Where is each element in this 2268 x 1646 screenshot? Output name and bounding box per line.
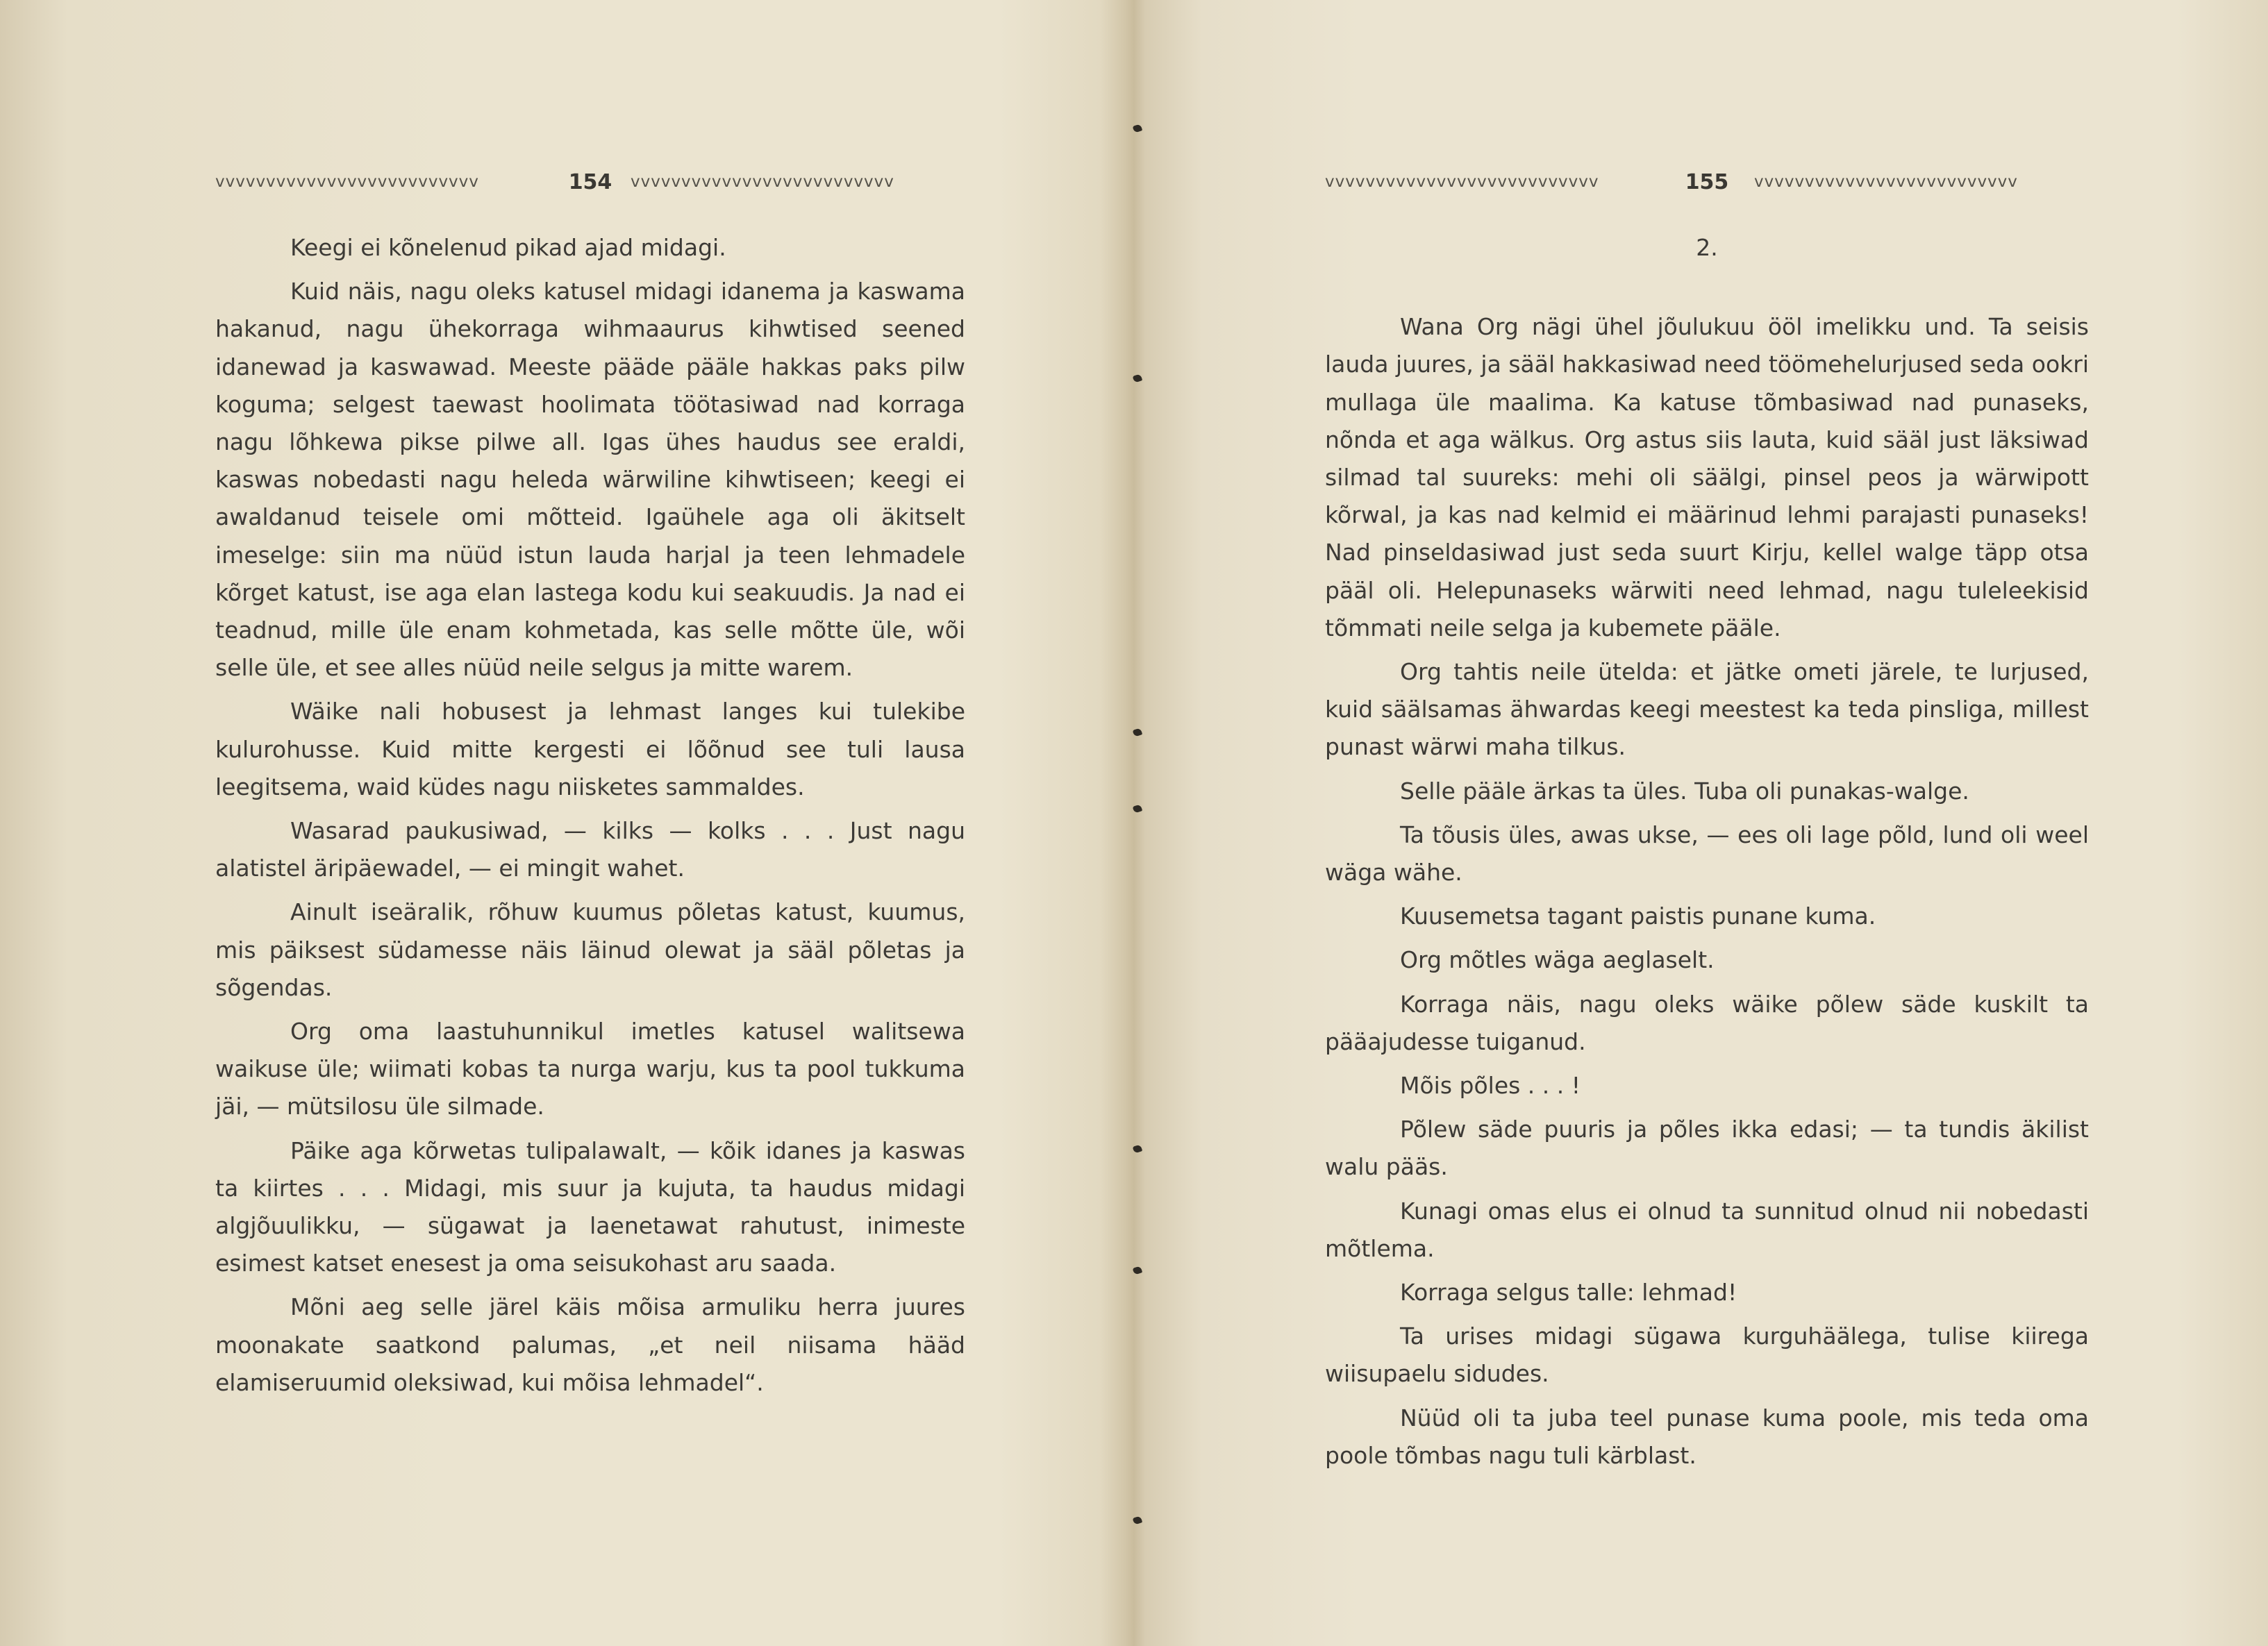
header-ornament: vvvvvvvvvvvvvvvvvvvvvvvvvv bbox=[631, 173, 894, 191]
paragraph: Ainult iseäralik, rõhuw kuumus põletas katust, kuumus, mis päiksest südamesse näis läinud olewat ja sääl põletas ja sõgendas. bbox=[215, 898, 965, 1001]
paragraph: Keegi ei kõnelenud pikad ajad midagi. bbox=[290, 234, 726, 261]
paragraph: Kuusemetsa tagant paistis punane kuma. bbox=[1400, 902, 1876, 930]
paragraph: Kuid näis, nagu oleks katusel midagi idanema ja kaswama hakanud, nagu ühekorraga wihmaaurus kihwtised seened idanewad ja kaswawad. Meeste pääde pääle hakkas paks pilw koguma; selgest taewast hoolimata töötasiwad nad korraga nagu lõhkewa pikse pilwe all. Igas ühes haudus see eraldi, kaswas nobedasti nagu heleda wärwiline kihwtiseen; keegi ei awaldanud teisele omi mõtteid. Igaühele aga oli äkitselt imeselge: siin ma nüüd istun lauda harjal ja teen lehmadele kõrget katust, ise aga elan lastega kodu kui seakuudis. Ja nad ei teadnud, mille üle enam kohmetada, kas selle mõtte üle, wõi selle üle, et see alles nüüd neile selgus ja mitte warem. bbox=[215, 278, 965, 682]
body-text-right bbox=[1325, 229, 2089, 1481]
paragraph: Ta tõusis üles, awas ukse, — ees oli lage põld, lund oli weel wäga wähe. bbox=[1325, 821, 2089, 887]
paragraph: Päike aga kõrwetas tulipalawalt, — kõik idanes ja kaswas ta kiirtes . . . Midagi, mis suur ja kujuta, ta haudus midagi algjõuulikku, — sügawat ja laenetawat rahutust, inimeste esimest katset enesest ja oma seisukohast aru saada. bbox=[215, 1136, 965, 1277]
section-number: 2. bbox=[1696, 234, 1718, 261]
paragraph: Kunagi omas elus ei olnud ta sunnitud olnud nii nobedasti mõtlema. bbox=[1325, 1197, 2089, 1262]
paragraph: Mõni aeg selle järel käis mõisa armuliku herra juures moonakate saatkond palumas, „et neil niisama hääd elamiseruumid oleksiwad, kui mõisa lehmadel“. bbox=[215, 1293, 965, 1396]
paragraph: Org tahtis neile ütelda: et jätke ometi järele, te lurjused, kuid säälsamas ähwardas keegi meestest ka teda pinsliga, millest punast wärwi maha tilkus. bbox=[1325, 658, 2089, 761]
paragraph: Nüüd oli ta juba teel punase kuma poole, mis teda oma poole tõmbas nagu tuli kärblast. bbox=[1325, 1404, 2089, 1469]
header-ornament: vvvvvvvvvvvvvvvvvvvvvvvvvv bbox=[1754, 173, 2018, 191]
running-head-left bbox=[215, 168, 965, 196]
body-text-left bbox=[215, 229, 965, 1408]
paragraph: Wasarad paukusiwad, — kilks — kolks . . . Just nagu alatistel äripäewadel, — ei mingit wahet. bbox=[215, 817, 965, 882]
paragraph: Selle pääle ärkas ta üles. Tuba oli punakas-walge. bbox=[1400, 777, 1969, 805]
header-ornament: vvvvvvvvvvvvvvvvvvvvvvvvvv bbox=[215, 173, 479, 191]
header-ornament: vvvvvvvvvvvvvvvvvvvvvvvvvvv bbox=[1325, 173, 1599, 191]
paragraph: Korraga selgus talle: lehmad! bbox=[1400, 1279, 1737, 1307]
page-number: 155 bbox=[1685, 169, 1729, 194]
paragraph: Mõis põles . . . ! bbox=[1400, 1072, 1581, 1100]
paragraph: Korraga näis, nagu oleks wäike põlew säde kuskilt ta pääajudesse tuiganud. bbox=[1325, 990, 2089, 1055]
paragraph: Wana Org nägi ühel jõulukuu ööl imelikku und. Ta seisis lauda juures, ja sääl hakkasiwad need töömehelurjused seda ookri mullaga üle maalima. Ka katuse tõmbasiwad nad punaseks, nõnda et aga wälkus. Org astus siis lauta, kuid sääl just läksiwad silmad tal suureks: mehi oli säälgi, pinsel peos ja wärwipott kõrwal, ja kas nad kelmid ei määrinud lehmi parajasti punaseks! Nad pinseldasiwad just seda suurt Kirju, kellel walge täpp otsa pääl oli. Helepunaseks wärwiti need lehmad, nagu tuleleekisid tõmmati neile selga ja kubemete pääle. bbox=[1325, 313, 2089, 641]
paragraph: Põlew säde puuris ja põles ikka edasi; — ta tundis äkilist walu pääs. bbox=[1325, 1116, 2089, 1181]
paragraph: Wäike nali hobusest ja lehmast langes kui tulekibe kulurohusse. Kuid mitte kergesti ei lõõnud see tuli lausa leegitsema, waid küdes nagu niisketes sammaldes. bbox=[215, 698, 965, 800]
running-head-right bbox=[1325, 168, 2089, 196]
paragraph: Ta urises midagi sügawa kurguhäälega, tulise kiirega wiisupaelu sidudes. bbox=[1325, 1322, 2089, 1388]
paragraph: Org oma laastuhunnikul imetles katusel walitsewa waikuse üle; wiimati kobas ta nurga warju, kus ta pool tukkuma jäi, — mütsilosu üle silmade. bbox=[215, 1018, 965, 1120]
right-page bbox=[1134, 0, 2268, 1646]
paragraph: Org mõtles wäga aeglaselt. bbox=[1400, 946, 1715, 974]
page-number: 154 bbox=[568, 169, 612, 194]
